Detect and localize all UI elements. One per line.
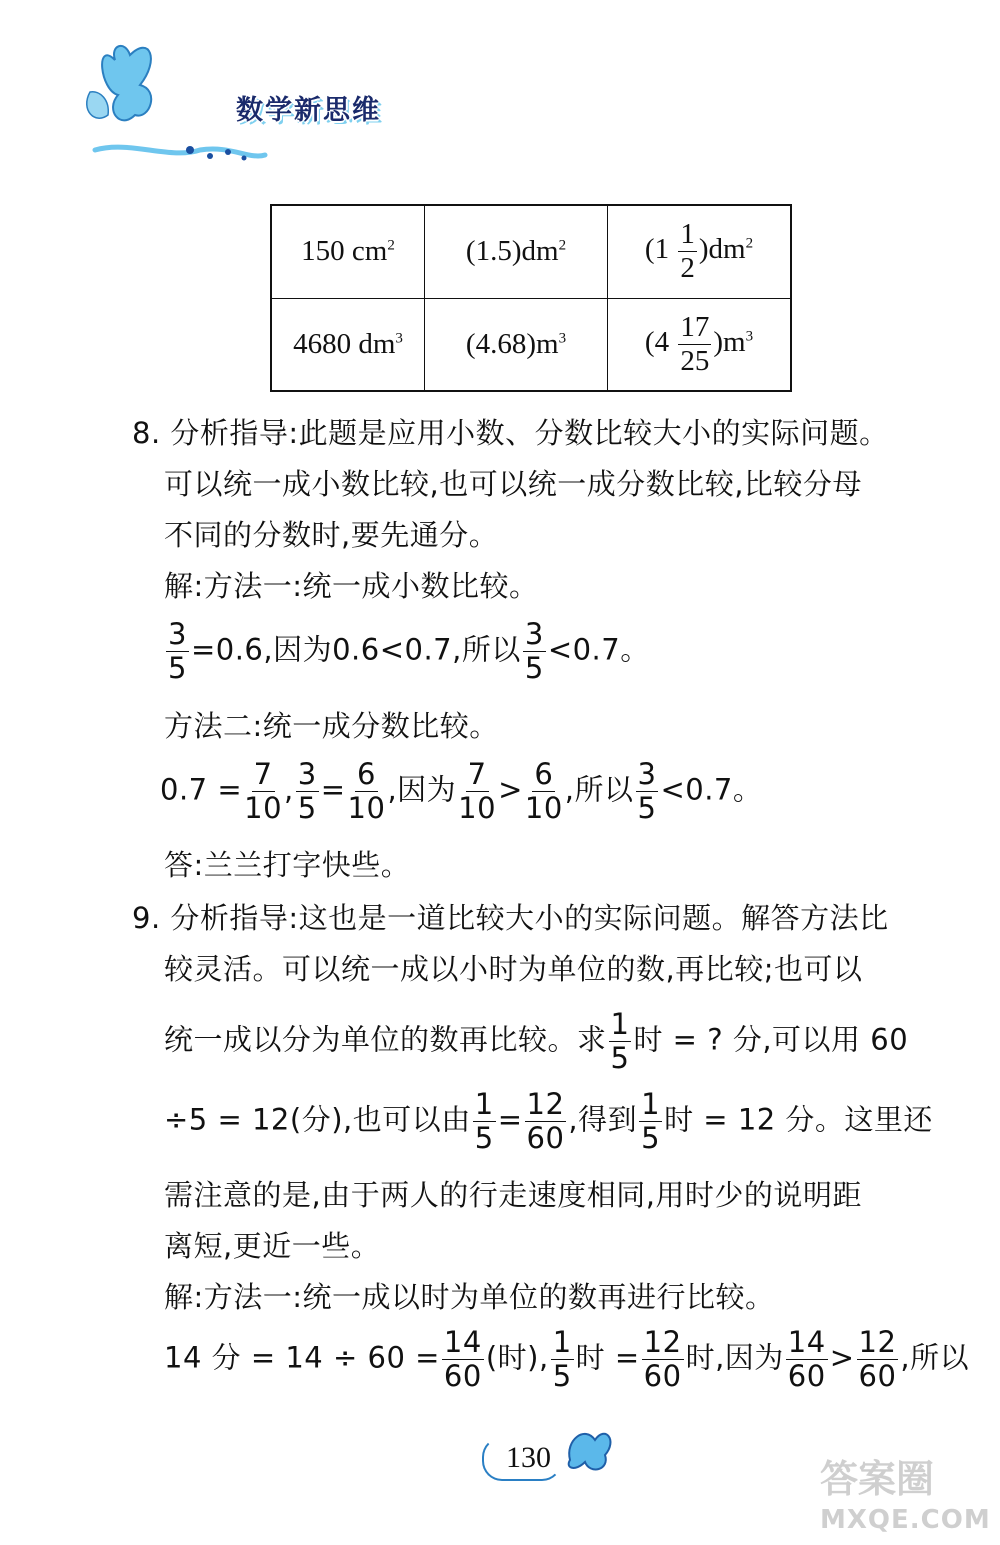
q9-line-3: 统一成以分为单位的数再比较。求 $\frac{1}{5}$ 时 = ? 分,可以用 60 bbox=[164, 1007, 909, 1075]
table-cell: (1 $\frac{1}{2}$ )$dm^2$ bbox=[608, 205, 792, 298]
fraction: $\frac{3}{5}$ bbox=[168, 617, 187, 685]
q8-line-1: 8. 分析指导:此题是应用小数、分数比较大小的实际问题。 bbox=[132, 416, 889, 450]
table-row bbox=[271, 205, 791, 298]
table-cell: 4680 $dm^3$ bbox=[271, 298, 425, 391]
unit-conversion-table bbox=[270, 204, 792, 392]
table-cell: 150 $cm^2$ bbox=[271, 205, 425, 298]
q9-line-7: 解:方法一:统一成以时为单位的数再进行比较。 bbox=[164, 1280, 775, 1314]
page-header bbox=[0, 0, 1000, 180]
q8-line-4: 解:方法一:统一成小数比较。 bbox=[164, 569, 539, 603]
watermark-url: MXQE.COM bbox=[820, 1505, 991, 1535]
q9-line-2: 较灵活。可以统一成以小时为单位的数,再比较;也可以 bbox=[164, 952, 863, 986]
q9-line-5: 需注意的是,由于两人的行走速度相同,用时少的说明距 bbox=[164, 1178, 862, 1212]
q8-line-3: 不同的分数时,要先通分。 bbox=[164, 518, 499, 552]
q9-line-6: 离短,更近一些。 bbox=[164, 1229, 381, 1263]
butterfly-icon bbox=[560, 1420, 620, 1480]
table-cell: (4 $\frac{17}{25}$ )$m^3$ bbox=[608, 298, 792, 391]
q9-line-4: ÷5 = 12(分),也可以由 $\frac{1}{5}$ = $\frac{12}{60}$ ,得到 $\frac{1}{5}$ 时 = 12 分。这里还 bbox=[164, 1087, 933, 1155]
q8-line-5: $\frac{3}{5}$ =0.6,因为0.6<0.7,所以 $\frac{3}{5}$ <0.7。 bbox=[168, 617, 650, 685]
fraction: $\frac{3}{5}$ bbox=[524, 617, 544, 685]
table-row bbox=[271, 298, 791, 391]
page-number: 130 bbox=[506, 1441, 551, 1474]
watermark-logo: 答案圈 bbox=[820, 1457, 935, 1501]
q9-line-1: 9. 分析指导:这也是一道比较大小的实际问题。解答方法比 bbox=[132, 901, 889, 935]
q8-line-6: 方法二:统一成分数比较。 bbox=[164, 709, 499, 743]
page-number-badge bbox=[482, 1437, 562, 1481]
q8-answer: 答:兰兰打字快些。 bbox=[164, 848, 411, 882]
table-cell: $(1.5)dm^2$ bbox=[425, 205, 608, 298]
q8-line-2: 可以统一成小数比较,也可以统一成分数比较,比较分母 bbox=[164, 467, 862, 501]
q8-line-7: 0.7 = $\frac{7}{10}$ , $\frac{3}{5}$ = $\frac{6}{10}$ ,因为 $\frac{7}{10}$ > $\frac{6}{10}$ ,所以 $\frac{3}{5}$ <0.7。 bbox=[160, 757, 763, 825]
q9-line-8: 14 分 = 14 ÷ 60 = $\frac{14}{60}$ (时), $\frac{1}{5}$ 时 = $\frac{12}{60}$ 时,因为 $\frac{14}{60}$ > $\frac{12}{60}$ ,所以 bbox=[164, 1325, 970, 1393]
book-title: 数学新思维 bbox=[236, 95, 381, 126]
table-cell: $(4.68)m^3$ bbox=[425, 298, 608, 391]
